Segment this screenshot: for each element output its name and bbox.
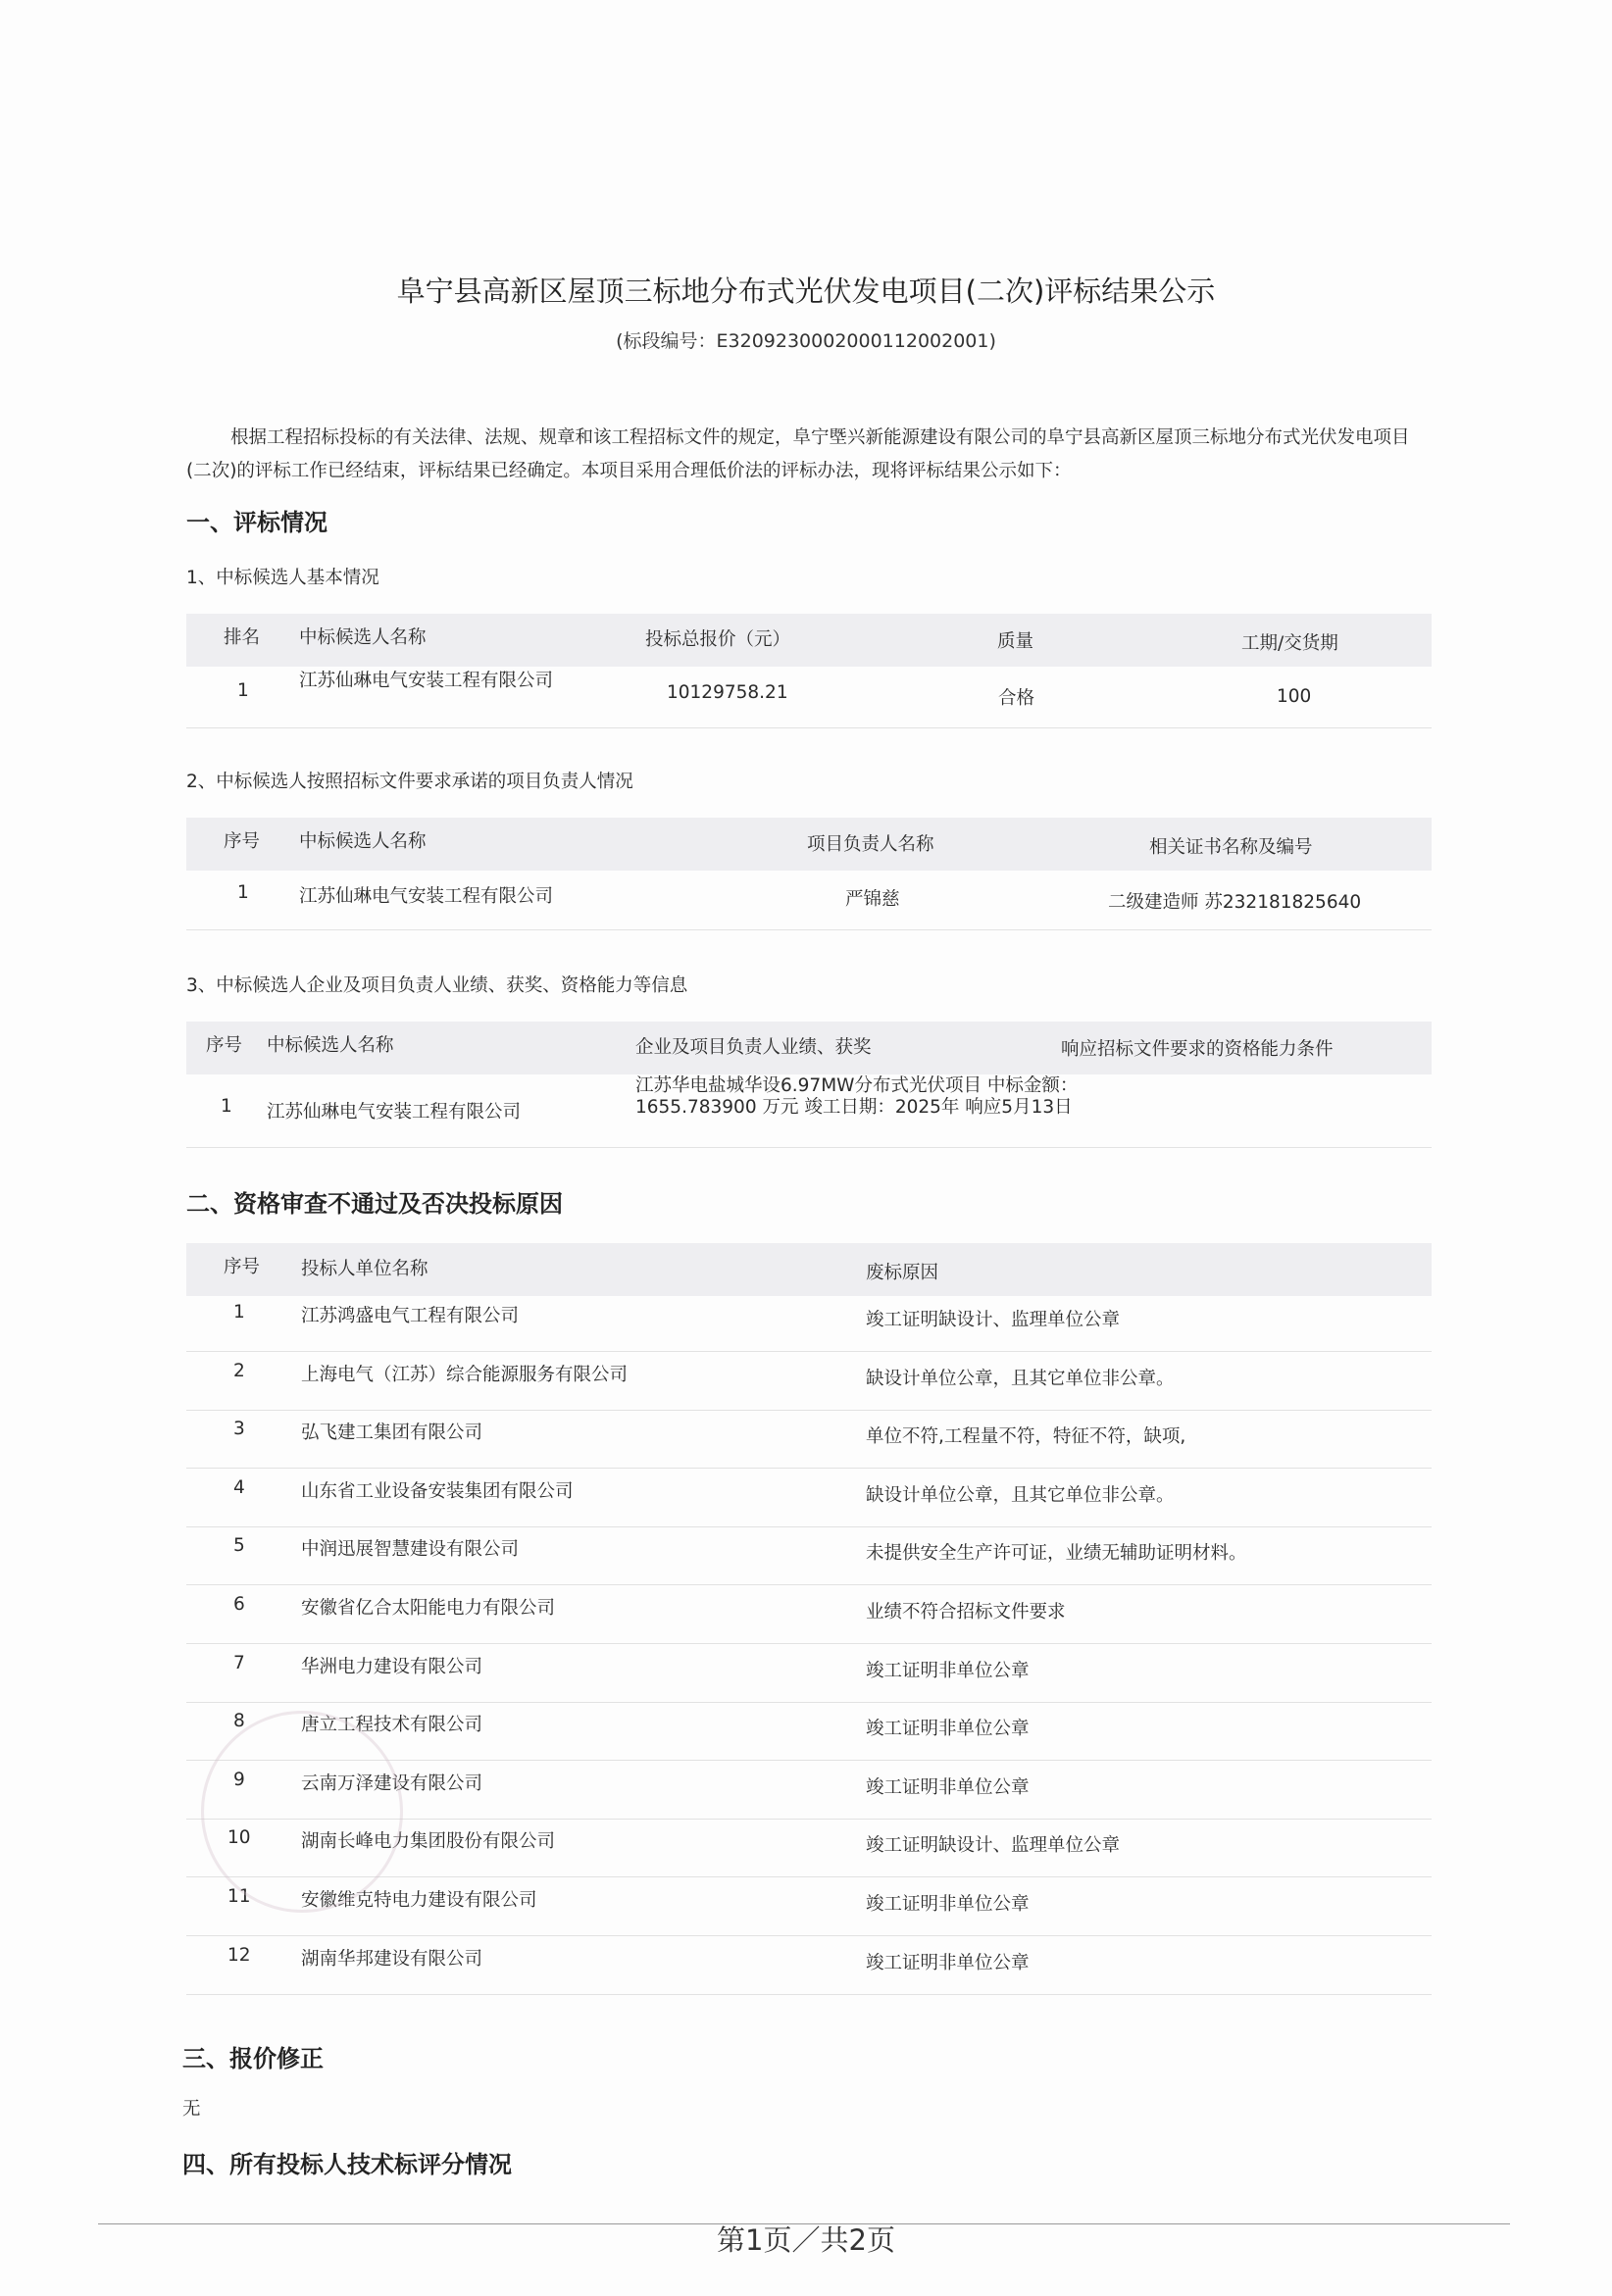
section2-heading: 二、资格审查不通过及否决投标原因	[186, 1190, 563, 1218]
cell-reason: 缺设计单位公章，且其它单位非公章。	[866, 1368, 1175, 1389]
page-number: 第1页／共2页	[717, 2223, 895, 2257]
row-divider	[186, 1643, 1432, 1644]
project-leader-table	[186, 818, 1432, 933]
header-reason: 废标原因	[866, 1263, 939, 1283]
header-certificate: 相关证书名称及编号	[1149, 837, 1313, 858]
sub1-heading: 1、中标候选人基本情况	[186, 568, 379, 588]
cell-serial: 8	[233, 1711, 245, 1732]
intro-paragraph: 根据工程招标投标的有关法律、法规、规章和该工程招标文件的规定，阜宁塈兴新能源建设有限公司的阜宁县高新区屋顶三标地分布式光伏发电项目(二次)的评标工作已经结束，评标结果已经确定。本项目采用合理低价法的评标办法，现将评标结果公示如下：	[186, 427, 1410, 481]
cell-bidder-name: 云南万泽建设有限公司	[301, 1772, 483, 1794]
row-divider	[186, 1994, 1432, 1995]
sub3-heading: 3、中标候选人企业及项目负责人业绩、获奖、资格能力等信息	[186, 975, 688, 996]
cell-candidate-name: 江苏仙琳电气安装工程有限公司	[299, 671, 554, 691]
cell-serial: 10	[227, 1827, 251, 1849]
row-divider	[186, 929, 1432, 930]
section-code: (标段编号：E3209230002000112002001)	[616, 330, 996, 352]
section4-heading: 四、所有投标人技术标评分情况	[182, 2151, 512, 2178]
cell-certificate: 二级建造师 苏232181825640	[1108, 892, 1362, 913]
cell-quality: 合格	[998, 688, 1035, 709]
header-candidate-name: 中标候选人名称	[267, 1035, 394, 1056]
cell-rank: 1	[237, 680, 249, 701]
cell-serial: 1	[221, 1096, 232, 1117]
candidate-basic-table	[186, 614, 1432, 731]
row-divider	[186, 1468, 1432, 1469]
cell-serial: 1	[237, 882, 249, 903]
cell-reason: 竣工证明非单位公章	[866, 1719, 1030, 1740]
section3-heading: 三、报价修正	[182, 2045, 324, 2072]
page-title: 阜宁县高新区屋顶三标地分布式光伏发电项目(二次)评标结果公示	[396, 275, 1216, 308]
cell-bidder-name: 江苏鸿盛电气工程有限公司	[301, 1306, 520, 1326]
cell-reason: 缺设计单位公章，且其它单位非公章。	[866, 1484, 1175, 1506]
row-divider	[186, 1410, 1432, 1411]
cell-bidder-name: 中润迅展智慧建设有限公司	[301, 1539, 520, 1561]
cell-bidder-name: 唐立工程技术有限公司	[301, 1715, 483, 1736]
cell-serial: 11	[227, 1886, 251, 1907]
cell-serial: 12	[227, 1944, 251, 1966]
header-performance: 企业及项目负责人业绩、获奖	[635, 1037, 872, 1058]
header-candidate-name: 中标候选人名称	[299, 627, 427, 648]
cell-reason: 竣工证明非单位公章	[866, 1952, 1030, 1973]
cell-bidder-name: 弘飞建工集团有限公司	[301, 1423, 483, 1444]
row-divider	[186, 1147, 1432, 1148]
header-bidder-name: 投标人单位名称	[301, 1259, 428, 1279]
header-quality: 质量	[997, 631, 1034, 652]
row-divider	[186, 1526, 1432, 1527]
cell-reason: 竣工证明非单位公章	[866, 1660, 1030, 1681]
row-divider	[186, 1702, 1432, 1703]
cell-reason: 未提供安全生产许可证，业绩无辅助证明材料。	[866, 1543, 1247, 1565]
cell-serial: 3	[233, 1419, 245, 1440]
cell-bidder-name: 安徽维克特电力建设有限公司	[301, 1890, 537, 1911]
sub2-heading: 2、中标候选人按照招标文件要求承诺的项目负责人情况	[186, 772, 633, 792]
cell-reason: 竣工证明缺设计、监理单位公章	[866, 1310, 1121, 1330]
cell-candidate-name: 江苏仙琳电气安装工程有限公司	[299, 886, 554, 907]
cell-serial: 7	[233, 1652, 245, 1673]
row-divider	[186, 1584, 1432, 1585]
row-divider	[186, 1935, 1432, 1936]
cell-serial: 4	[233, 1476, 245, 1498]
cell-serial: 6	[233, 1594, 245, 1615]
performance-table	[186, 1022, 1432, 1149]
cell-duration: 100	[1277, 686, 1312, 707]
cell-serial: 2	[233, 1360, 245, 1381]
cell-reason: 竣工证明非单位公章	[866, 1894, 1030, 1915]
cell-candidate-name: 江苏仙琳电气安装工程有限公司	[267, 1102, 522, 1123]
cell-bidder-name: 华洲电力建设有限公司	[301, 1656, 483, 1677]
cell-serial: 1	[233, 1302, 245, 1323]
cell-bidder-name: 湖南华邦建设有限公司	[301, 1948, 483, 1970]
cell-performance: 江苏华电盐城华设6.97MW分布式光伏项目 中标金额：1655.783900 万元 竣工日期：2025年 响应5月13日	[635, 1075, 1079, 1118]
cell-reason: 竣工证明缺设计、监理单位公章	[866, 1835, 1121, 1857]
header-rank: 排名	[224, 627, 261, 648]
header-serial: 序号	[224, 831, 261, 852]
cell-serial: 5	[233, 1535, 245, 1557]
header-duration: 工期/交货期	[1241, 633, 1338, 654]
cell-bidder-name: 安徽省亿合太阳能电力有限公司	[301, 1598, 556, 1619]
section1-heading: 一、评标情况	[186, 509, 327, 536]
header-qualification: 响应招标文件要求的资格能力条件	[1061, 1039, 1334, 1060]
header-serial: 序号	[224, 1257, 261, 1277]
header-serial: 序号	[206, 1035, 243, 1056]
seal-stamp	[201, 1711, 403, 1913]
cell-reason: 竣工证明非单位公章	[866, 1776, 1030, 1798]
cell-total-price: 10129758.21	[667, 682, 788, 703]
header-candidate-name: 中标候选人名称	[299, 831, 427, 852]
cell-reason: 单位不符,工程量不符，特征不符，缺项,	[866, 1426, 1186, 1448]
cell-bidder-name: 湖南长峰电力集团股份有限公司	[301, 1831, 556, 1853]
cell-reason: 业绩不符合招标文件要求	[866, 1602, 1066, 1622]
section3-content: 无	[182, 2099, 201, 2120]
row-divider	[186, 727, 1432, 728]
header-total-price: 投标总报价（元）	[645, 629, 791, 650]
disqualification-table	[186, 1243, 1432, 1998]
header-leader-name: 项目负责人名称	[807, 834, 934, 855]
row-divider	[186, 1351, 1432, 1352]
cell-bidder-name: 山东省工业设备安装集团有限公司	[301, 1480, 574, 1502]
cell-serial: 9	[233, 1769, 245, 1790]
cell-bidder-name: 上海电气（江苏）综合能源服务有限公司	[301, 1364, 629, 1385]
cell-leader-name: 严锦慈	[845, 889, 900, 910]
